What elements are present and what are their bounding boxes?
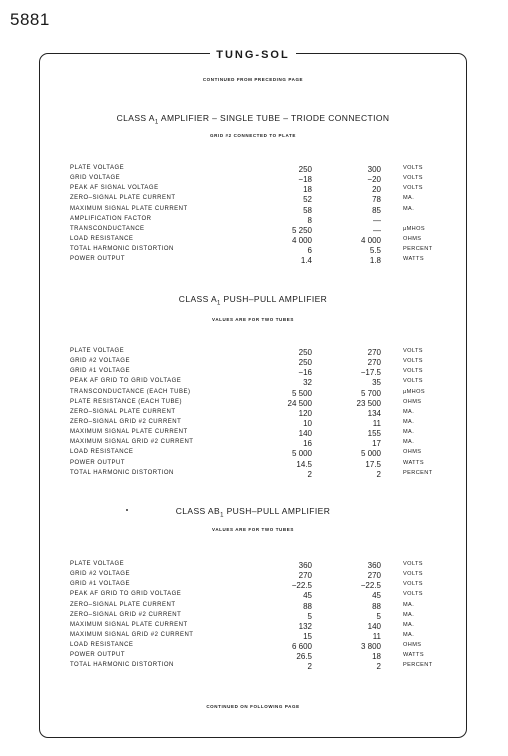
row-label: PLATE VOLTAGE <box>70 348 125 354</box>
row-value-1: 26.5 <box>296 652 312 662</box>
spec-table-class-a1-push-pull <box>40 348 466 480</box>
row-value-2: 134 <box>367 408 381 418</box>
row-unit: VOLTS <box>403 165 423 171</box>
row-value-2: −17.5 <box>360 368 381 378</box>
row-value-2: 5 <box>376 611 381 621</box>
table-row <box>40 236 466 246</box>
table-row <box>40 591 466 601</box>
row-unit: MA. <box>403 439 415 446</box>
row-label: TOTAL HARMONIC DISTORTION <box>70 662 174 669</box>
row-unit: PERCENT <box>403 246 433 253</box>
table-row <box>40 348 466 358</box>
table-row <box>40 226 466 236</box>
row-value-2: 155 <box>367 429 381 439</box>
spec-table-class-a1-single <box>40 165 466 266</box>
table-row <box>40 165 466 175</box>
row-label: ZERO–SIGNAL GRID #2 CURRENT <box>70 418 182 425</box>
row-value-2: 300 <box>367 165 381 174</box>
row-value-1: 5 <box>307 611 312 621</box>
table-row <box>40 206 466 216</box>
row-label: TOTAL HARMONIC DISTORTION <box>70 469 174 476</box>
row-value-2: 3 800 <box>360 642 381 652</box>
row-value-1: −22.5 <box>291 581 312 591</box>
row-label: MAXIMUM SIGNAL PLATE CURRENT <box>70 621 188 628</box>
table-row <box>40 419 466 429</box>
table-row <box>40 581 466 591</box>
row-value-1: 120 <box>298 408 312 418</box>
row-unit: MA. <box>403 408 415 415</box>
row-unit: MA. <box>403 205 415 212</box>
row-value-2: 1.8 <box>369 256 381 266</box>
row-unit: MA. <box>403 621 415 628</box>
table-row <box>40 368 466 378</box>
row-label: ZERO–SIGNAL PLATE CURRENT <box>70 601 176 608</box>
row-value-1: 88 <box>303 601 312 611</box>
row-label: PLATE VOLTAGE <box>70 561 125 567</box>
row-unit: MA. <box>403 195 415 202</box>
table-row <box>40 662 466 672</box>
datasheet-frame <box>39 49 467 738</box>
row-unit: VOLTS <box>403 571 423 578</box>
row-value-2: 20 <box>372 185 381 195</box>
row-value-2: 4 000 <box>360 235 381 245</box>
table-row <box>40 389 466 399</box>
section-title-prefix: CLASS A <box>116 113 155 123</box>
row-label: PLATE VOLTAGE <box>70 165 125 171</box>
section-title-rest: PUSH–PULL AMPLIFIER <box>220 294 328 304</box>
row-unit: VOLTS <box>403 368 423 375</box>
row-value-2: 18 <box>372 652 381 662</box>
row-label: TRANSCONDUCTANCE (EACH TUBE) <box>70 388 191 395</box>
row-value-1: 5 250 <box>291 225 312 235</box>
row-value-2: 270 <box>367 571 381 581</box>
row-label: PEAK AF GRID TO GRID VOLTAGE <box>70 591 182 598</box>
row-value-1: 2 <box>307 662 312 672</box>
row-unit: WATTS <box>403 256 424 263</box>
row-value-2: 360 <box>367 561 381 570</box>
row-value-2: 2 <box>376 662 381 672</box>
section-note: VALUES ARE FOR TWO TUBES <box>212 527 294 532</box>
row-value-2: 5 000 <box>360 449 381 459</box>
row-value-2: 88 <box>372 601 381 611</box>
section-title-prefix: CLASS AB <box>175 506 221 516</box>
row-value-1: 18 <box>303 185 312 195</box>
row-value-1: 10 <box>303 418 312 428</box>
row-label: MAXIMUM SIGNAL PLATE CURRENT <box>70 205 188 212</box>
section-title-class-a1-single <box>40 113 466 126</box>
row-label: LOAD RESISTANCE <box>70 235 134 242</box>
row-value-1: 6 <box>307 246 312 256</box>
row-label: POWER OUTPUT <box>70 256 125 263</box>
row-value-1: 360 <box>298 561 312 570</box>
row-label: LOAD RESISTANCE <box>70 449 134 456</box>
row-value-2: 45 <box>372 591 381 601</box>
speck-mark <box>126 509 128 511</box>
row-value-2: 2 <box>376 469 381 479</box>
row-value-2: 140 <box>367 621 381 631</box>
row-label: TRANSCONDUCTANCE <box>70 225 145 232</box>
row-unit: OHMS <box>403 449 422 456</box>
row-label: AMPLIFICATION FACTOR <box>70 215 152 222</box>
continued-from-note: CONTINUED FROM PRECEDING PAGE <box>202 77 304 82</box>
row-unit: WATTS <box>403 652 424 659</box>
row-label: TOTAL HARMONIC DISTORTION <box>70 246 174 253</box>
continued-on-note: CONTINUED ON FOLLOWING PAGE <box>206 704 300 709</box>
section-title-rest: AMPLIFIER – SINGLE TUBE – TRIODE CONNECTION <box>158 113 390 123</box>
row-value-2: 78 <box>372 195 381 205</box>
row-value-2: 17.5 <box>365 459 381 469</box>
row-value-1: 140 <box>298 429 312 439</box>
section-title-class-a1-push-pull <box>40 294 466 307</box>
row-unit: VOLTS <box>403 378 423 385</box>
row-value-1: 45 <box>303 591 312 601</box>
row-label: GRID #2 VOLTAGE <box>70 571 130 578</box>
table-row <box>40 470 466 480</box>
table-row <box>40 216 466 226</box>
row-value-1: 2 <box>307 469 312 479</box>
section-title-subscript: 1 <box>154 119 159 126</box>
row-unit: VOLTS <box>403 581 423 588</box>
row-value-1: 250 <box>298 348 312 357</box>
table-row <box>40 632 466 642</box>
section-title-prefix: CLASS A <box>178 294 218 304</box>
section-note: VALUES ARE FOR TWO TUBES <box>212 317 294 322</box>
row-unit: MA. <box>403 611 415 618</box>
row-value-1: 6 600 <box>291 642 312 652</box>
row-unit: µMHOS <box>403 225 426 232</box>
table-row <box>40 256 466 266</box>
table-row <box>40 460 466 470</box>
row-value-2: — <box>373 215 381 225</box>
row-label: PEAK AF GRID TO GRID VOLTAGE <box>70 378 182 385</box>
row-value-2: −20 <box>367 175 381 185</box>
table-row <box>40 429 466 439</box>
row-value-2: — <box>373 225 381 235</box>
row-unit: VOLTS <box>403 561 423 567</box>
row-value-1: 24 500 <box>287 398 312 408</box>
row-unit: VOLTS <box>403 175 423 182</box>
row-unit: VOLTS <box>403 348 423 354</box>
row-label: MAXIMUM SIGNAL PLATE CURRENT <box>70 429 188 436</box>
brand-logo <box>40 45 466 63</box>
row-unit: PERCENT <box>403 662 433 669</box>
row-value-1: 32 <box>303 378 312 388</box>
row-label: MAXIMUM SIGNAL GRID #2 CURRENT <box>70 631 194 638</box>
row-unit: MA. <box>403 601 415 608</box>
row-value-2: 35 <box>372 378 381 388</box>
row-value-1: 52 <box>303 195 312 205</box>
table-row <box>40 642 466 652</box>
row-value-1: 14.5 <box>296 459 312 469</box>
table-row <box>40 602 466 612</box>
row-label: POWER OUTPUT <box>70 652 125 659</box>
table-row <box>40 571 466 581</box>
row-value-2: 5.5 <box>369 246 381 256</box>
row-value-1: 250 <box>298 358 312 368</box>
row-value-1: 4 000 <box>291 235 312 245</box>
table-row <box>40 399 466 409</box>
table-row <box>40 195 466 205</box>
row-value-1: 250 <box>298 165 312 174</box>
row-label: MAXIMUM SIGNAL GRID #2 CURRENT <box>70 439 194 446</box>
row-value-2: 5 700 <box>360 388 381 398</box>
row-value-1: 15 <box>303 631 312 641</box>
row-label: GRID #1 VOLTAGE <box>70 368 130 375</box>
section-title-subscript: 1 <box>217 300 221 307</box>
row-value-1: 132 <box>298 621 312 631</box>
table-row <box>40 612 466 622</box>
section-note: GRID #2 CONNECTED TO PLATE <box>210 133 296 138</box>
row-value-1: 8 <box>307 215 312 225</box>
table-row <box>40 449 466 459</box>
row-value-1: 1.4 <box>300 256 312 266</box>
row-value-1: 270 <box>298 571 312 581</box>
row-value-1: 58 <box>303 205 312 215</box>
row-label: ZERO–SIGNAL PLATE CURRENT <box>70 195 176 202</box>
row-unit: VOLTS <box>403 591 423 598</box>
row-value-1: 16 <box>303 439 312 449</box>
row-label: GRID #1 VOLTAGE <box>70 581 130 588</box>
row-value-1: −16 <box>298 368 312 378</box>
row-value-2: 270 <box>367 358 381 368</box>
section-title-class-ab1-push-pull <box>40 506 466 519</box>
table-row <box>40 358 466 368</box>
table-row <box>40 622 466 632</box>
row-value-1: 5 500 <box>291 388 312 398</box>
brand-name: TUNG-SOL <box>210 49 295 61</box>
row-value-2: 85 <box>372 205 381 215</box>
row-value-1: 5 000 <box>291 449 312 459</box>
tube-number: 5881 <box>10 10 50 29</box>
row-value-2: 11 <box>372 418 381 428</box>
row-unit: WATTS <box>403 459 424 466</box>
row-unit: OHMS <box>403 398 422 405</box>
row-label: ZERO–SIGNAL GRID #2 CURRENT <box>70 611 182 618</box>
row-value-2: 23 500 <box>356 398 381 408</box>
table-row <box>40 439 466 449</box>
table-row <box>40 378 466 388</box>
row-unit: MA. <box>403 631 415 638</box>
row-label: GRID #2 VOLTAGE <box>70 358 130 365</box>
row-label: LOAD RESISTANCE <box>70 642 134 649</box>
row-label: PLATE RESISTANCE (EACH TUBE) <box>70 398 183 405</box>
row-unit: MA. <box>403 418 415 425</box>
table-row <box>40 246 466 256</box>
row-label: ZERO–SIGNAL PLATE CURRENT <box>70 408 176 415</box>
table-row <box>40 561 466 571</box>
row-unit: MA. <box>403 429 415 436</box>
row-value-2: 11 <box>372 631 381 641</box>
row-unit: µMHOS <box>403 388 426 395</box>
section-title-subscript: 1 <box>220 512 224 519</box>
row-value-2: −22.5 <box>360 581 381 591</box>
table-row <box>40 409 466 419</box>
table-row <box>40 185 466 195</box>
section-title-rest: PUSH–PULL AMPLIFIER <box>223 506 331 516</box>
row-value-1: −18 <box>298 175 312 185</box>
row-label: PEAK AF SIGNAL VOLTAGE <box>70 185 159 192</box>
row-label: POWER OUTPUT <box>70 459 125 466</box>
row-value-2: 270 <box>367 348 381 357</box>
row-unit: OHMS <box>403 235 422 242</box>
row-unit: OHMS <box>403 642 422 649</box>
row-value-2: 17 <box>372 439 381 449</box>
row-unit: PERCENT <box>403 469 433 476</box>
row-label: GRID VOLTAGE <box>70 175 121 182</box>
spec-table-class-ab1-push-pull <box>40 561 466 673</box>
table-row <box>40 175 466 185</box>
row-unit: VOLTS <box>403 185 423 192</box>
table-row <box>40 652 466 662</box>
row-unit: VOLTS <box>403 358 423 365</box>
